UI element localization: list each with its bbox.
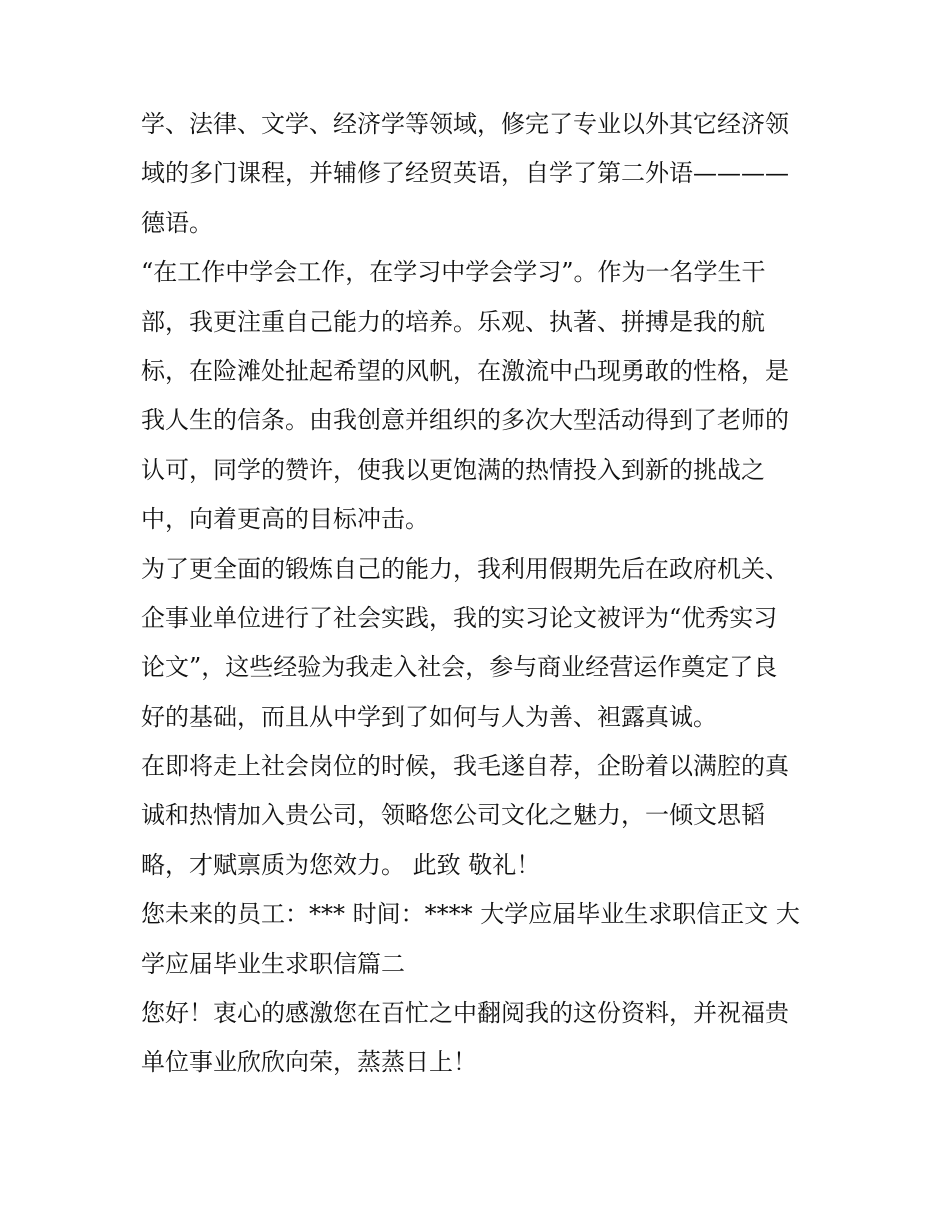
text-line: 标，在险滩处扯起希望的风帆，在激流中凸现勇敢的性格，是 bbox=[141, 356, 789, 385]
text-line: 认可，同学的赞许，使我以更饱满的热情投入到新的挑战之 bbox=[141, 455, 765, 484]
text-line: 部，我更注重自己能力的培养。乐观、执著、拼搏是我的航 bbox=[141, 307, 765, 336]
text-line: 中，向着更高的目标冲击。 bbox=[141, 505, 429, 534]
text-line: 略，才赋禀质为您效力。 此致 敬礼！ bbox=[141, 850, 541, 879]
text-line: 德语。 bbox=[141, 208, 213, 237]
text-line: 为了更全面的锻炼自己的能力，我利用假期先后在政府机关、 bbox=[141, 554, 789, 583]
text-line: 学应届毕业生求职信篇二 bbox=[141, 949, 405, 978]
text-line: 企事业单位进行了社会实践，我的实习论文被评为“优秀实习 bbox=[141, 603, 778, 632]
text-line: “在工作中学会工作，在学习中学会学习”。作为一名学生干 bbox=[141, 258, 766, 287]
text-line: 论文”，这些经验为我走入社会，参与商业经营运作奠定了良 bbox=[141, 653, 778, 682]
document-body bbox=[141, 100, 821, 1088]
text-line: 我人生的信条。由我创意并组织的多次大型活动得到了老师的 bbox=[141, 406, 789, 435]
text-line: 您未来的员工：*** 时间：**** 大学应届毕业生求职信正文 大 bbox=[141, 900, 800, 929]
text-line: 在即将走上社会岗位的时候，我毛遂自荐，企盼着以满腔的真 bbox=[141, 752, 789, 781]
text-line: 域的多门课程，并辅修了经贸英语，自学了第二外语———— bbox=[141, 159, 789, 188]
text-line: 诚和热情加入贵公司，领略您公司文化之魅力，一倾文思韬 bbox=[141, 801, 765, 830]
text-line: 单位事业欣欣向荣，蒸蒸日上！ bbox=[141, 1048, 477, 1077]
text-line: 您好！衷心的感激您在百忙之中翻阅我的这份资料，并祝福贵 bbox=[141, 999, 789, 1028]
text-line: 学、法律、文学、经济学等领域，修完了专业以外其它经济领 bbox=[141, 110, 789, 138]
text-line: 好的基础，而且从中学到了如何与人为善、袒露真诚。 bbox=[141, 702, 717, 731]
